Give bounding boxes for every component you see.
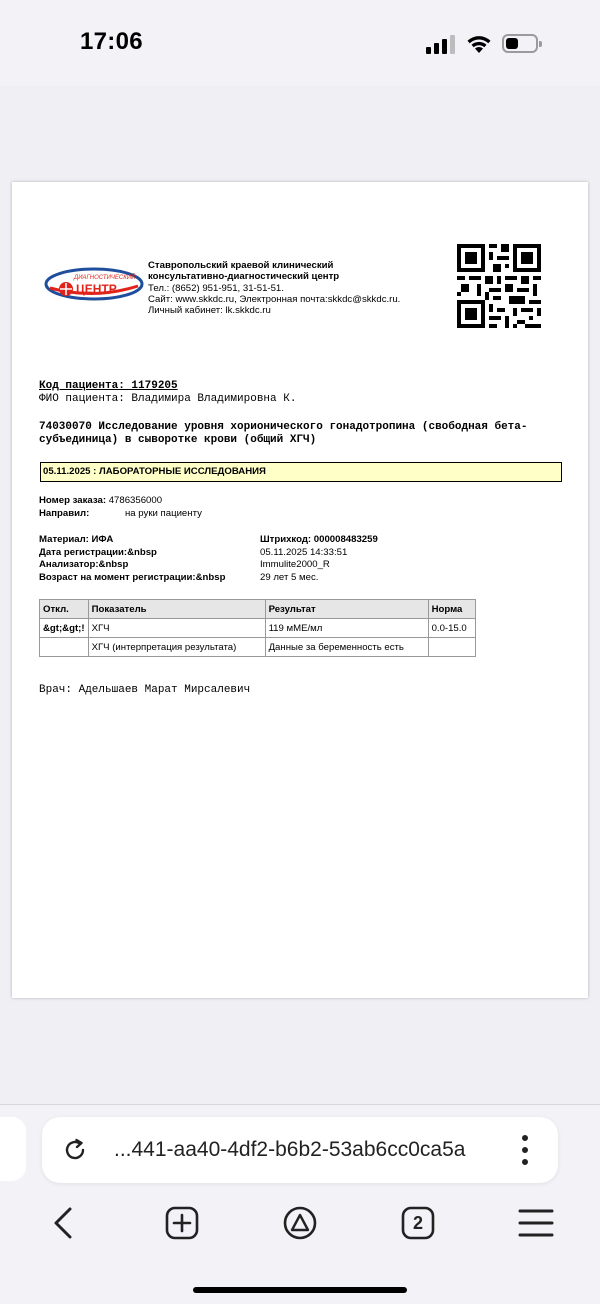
norm-cell: 0.0-15.0	[428, 619, 475, 638]
norm-cell	[428, 638, 475, 657]
reload-icon[interactable]	[62, 1137, 88, 1163]
material-text: Материал: ИФА	[39, 534, 114, 545]
back-icon[interactable]	[42, 1201, 86, 1245]
status-time: 17:06	[80, 28, 143, 55]
org-cabinet: Личный кабинет: lk.skkdc.ru	[148, 305, 271, 317]
results-header-row	[40, 600, 476, 619]
patient-code: Код пациента: 1179205	[39, 380, 178, 392]
indicator-cell: ХГЧ (интерпретация результата)	[88, 638, 265, 657]
new-tab-icon[interactable]	[160, 1201, 204, 1245]
url-text[interactable]: ...441-aa40-4df2-b6b2-53ab6cc0ca5a	[114, 1138, 466, 1161]
doctor-name: Врач: Адельшаев Марат Мирсалевич	[39, 684, 251, 696]
reg-date-label: Дата регистрации:&nbsp	[39, 547, 157, 558]
home-indicator[interactable]	[193, 1287, 407, 1293]
status-bar	[0, 0, 600, 86]
order-value: 4786356000	[108, 495, 163, 506]
age-value: 29 лет 5 мес.	[260, 572, 319, 583]
analyzer-label: Анализатор:&nbsp	[39, 559, 129, 570]
org-phone: Тел.: (8652) 951-951, 31-51-51.	[148, 282, 284, 294]
more-menu-icon[interactable]	[517, 1133, 533, 1167]
org-site: Сайт: www.skkdc.ru, Электронная почта:skkdc@skkdc.ru.	[148, 293, 401, 305]
logo-top-text: ДИАГНОСТИЧЕСКИЙ	[74, 275, 136, 281]
barcode-row	[260, 534, 378, 547]
cellular-signal-icon	[426, 34, 456, 54]
analyzer-value: Immulite2000_R	[260, 559, 330, 570]
reg-date-value: 05.11.2025 14:33:51	[260, 547, 348, 558]
org-name-line2: консультативно-диагностический центр	[148, 271, 340, 283]
table-row	[40, 619, 476, 638]
col-deviation: Откл.	[40, 600, 89, 619]
referred-label: Направил:	[39, 508, 90, 519]
barcode-text: Штрихкод: 000008483259	[260, 534, 378, 545]
wifi-icon	[465, 34, 493, 54]
age-label: Возраст на момент регистрации:&nbsp	[39, 572, 226, 583]
material-row	[39, 534, 113, 547]
referred-value: на руки пациенту	[125, 508, 202, 519]
browser-toolbar	[0, 1104, 600, 1304]
deviation-cell: &gt;&gt;!	[40, 619, 89, 638]
order-row	[39, 495, 162, 508]
result-cell: Данные за беременность есть	[265, 638, 428, 657]
table-row	[40, 638, 476, 657]
col-indicator: Показатель	[88, 600, 265, 619]
org-name-line1: Ставропольский краевой клинический	[148, 260, 334, 271]
col-result: Результат	[265, 600, 428, 619]
diagnostic-center-logo	[44, 266, 144, 302]
patient-name: ФИО пациента: Владимира Владимировна К.	[39, 393, 297, 405]
deviation-cell	[40, 638, 89, 657]
document-viewer[interactable]	[0, 86, 600, 1104]
qr-code-icon	[457, 244, 541, 328]
tabs-button[interactable]	[396, 1201, 440, 1245]
organization-info	[148, 260, 400, 316]
tab-count: 2	[412, 1213, 423, 1233]
indicator-cell: ХГЧ	[88, 619, 265, 638]
order-label: Номер заказа:	[39, 495, 107, 506]
test-title: 74030070 Исследование уровня хорионического гонадотропина (свободная бета-субъединица) в сыворотке крови (общий ХГЧ)	[39, 421, 528, 446]
hamburger-menu-icon[interactable]	[514, 1201, 558, 1245]
result-cell: 119 мМЕ/мл	[265, 619, 428, 638]
document-page	[12, 182, 588, 998]
referred-row	[39, 508, 202, 521]
results-table	[39, 599, 476, 657]
logo-main-text: ЦЕНТР	[76, 282, 117, 296]
previous-tab-edge[interactable]	[0, 1117, 26, 1181]
col-norm: Норма	[428, 600, 475, 619]
lab-section-header: 05.11.2025 : ЛАБОРАТОРНЫЕ ИССЛЕДОВАНИЯ	[40, 462, 562, 482]
alice-assistant-icon[interactable]	[278, 1201, 322, 1245]
battery-icon	[502, 34, 538, 53]
address-bar[interactable]	[42, 1117, 558, 1183]
